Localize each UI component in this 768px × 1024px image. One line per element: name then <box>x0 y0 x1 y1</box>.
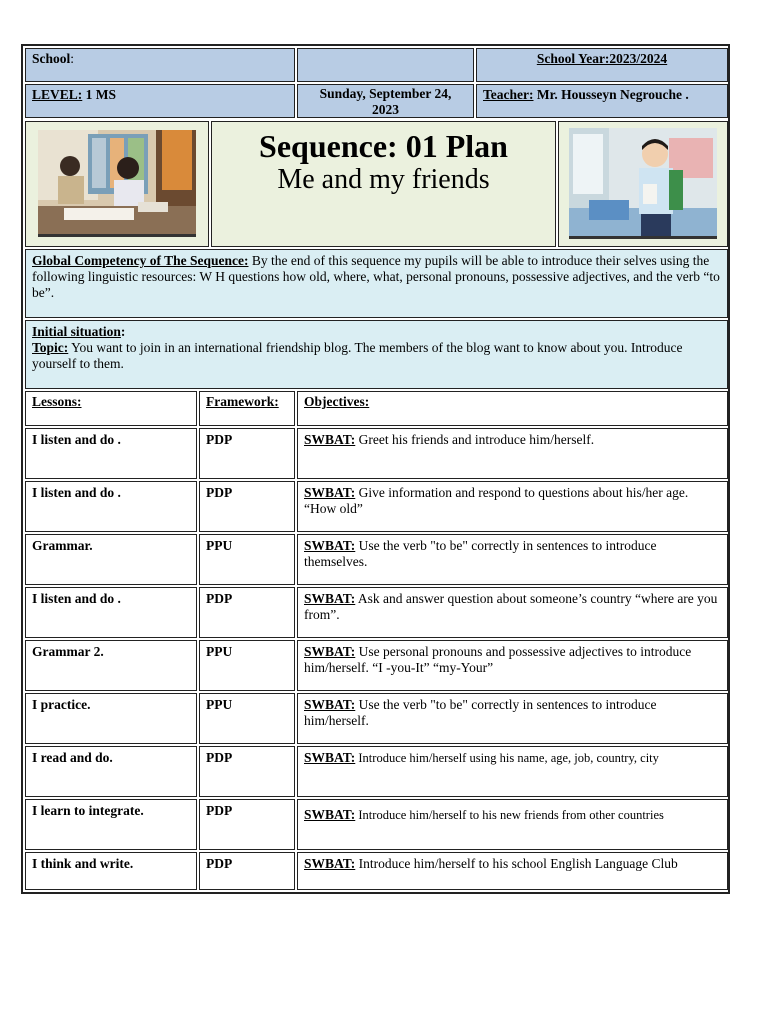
framework-cell <box>199 693 295 744</box>
objective-text: Use the verb "to be" correctly in sentences to introduce him/herself. <box>304 697 657 728</box>
framework-header <box>199 391 295 426</box>
date-cell <box>297 84 474 118</box>
lesson-name: I read and do. <box>32 750 113 765</box>
level-value: 1 MS <box>82 87 117 102</box>
objective-cell <box>297 746 728 797</box>
objective-text: Introduce him/herself to his school English Language Club <box>355 856 678 871</box>
objective-text: Use personal pronouns and possessive adjectives to introduce him/herself. “I -you-It” “my-Your” <box>304 644 692 675</box>
framework-cell <box>199 640 295 691</box>
sequence-title: Sequence: 01 Plan <box>259 128 508 164</box>
lesson-name: I think and write. <box>32 856 134 871</box>
objectives-header-label: Objectives: <box>304 394 370 409</box>
swbat-label: SWBAT: <box>304 538 356 553</box>
objective-text: Introduce him/herself using his name, age, job, country, city <box>355 751 659 765</box>
date-line-2: 2023 <box>372 102 399 117</box>
school-cell <box>25 48 295 82</box>
objective-cell <box>297 799 728 850</box>
banner-left-image-cell <box>25 121 209 247</box>
objective-text: Ask and answer question about someone’s country “where are you from”. <box>304 591 718 622</box>
lesson-cell <box>25 534 197 585</box>
objective-cell <box>297 428 728 479</box>
objective-cell <box>297 852 728 890</box>
objective-text: Greet his friends and introduce him/herself. <box>355 432 595 447</box>
teacher-value: Mr. Housseyn Negrouche . <box>533 87 689 102</box>
initial-situation-label: Initial situation <box>32 324 121 339</box>
lesson-cell <box>25 799 197 850</box>
framework-value: PPU <box>206 697 233 712</box>
banner-right-image-cell <box>558 121 728 247</box>
framework-cell <box>199 534 295 585</box>
objective-cell <box>297 640 728 691</box>
topic-text: You want to join in an international friendship blog. The members of the blog want to know about you. Introduce yourself to them. <box>32 340 683 371</box>
banner-title-cell <box>211 121 556 247</box>
framework-value: PPU <box>206 644 233 659</box>
lesson-name: Grammar 2. <box>32 644 104 659</box>
objective-text: Introduce him/herself to his new friends from other countries <box>355 808 664 822</box>
school-colon: : <box>70 51 75 66</box>
framework-value: PDP <box>206 591 233 606</box>
lesson-name: I practice. <box>32 697 91 712</box>
lesson-name: I listen and do . <box>32 591 121 606</box>
lesson-name: I listen and do . <box>32 485 121 500</box>
framework-cell <box>199 428 295 479</box>
swbat-label: SWBAT: <box>304 644 356 659</box>
initial-situation-colon: : <box>120 324 126 339</box>
teacher-cell <box>476 84 728 118</box>
framework-value: PDP <box>206 432 233 447</box>
objectives-header <box>297 391 728 426</box>
objective-cell <box>297 693 728 744</box>
lesson-plan-document <box>21 44 730 894</box>
lesson-cell <box>25 693 197 744</box>
topic-label: Topic: <box>32 340 69 355</box>
boy-with-backpack-illustration <box>569 128 717 239</box>
lessons-header-label: Lessons: <box>32 394 82 409</box>
lessons-header <box>25 391 197 426</box>
swbat-label: SWBAT: <box>304 485 356 500</box>
classroom-picture <box>38 130 196 234</box>
initial-situation-cell <box>25 320 728 389</box>
level-label: LEVEL: <box>32 87 83 102</box>
framework-header-label: Framework: <box>206 394 279 409</box>
framework-cell <box>199 587 295 638</box>
lesson-cell <box>25 481 197 532</box>
lesson-cell <box>25 852 197 890</box>
lesson-name: I listen and do . <box>32 432 121 447</box>
objective-text: Use the verb "to be" correctly in sentences to introduce themselves. <box>304 538 657 569</box>
lesson-cell <box>25 428 197 479</box>
objective-text: Give information and respond to questions about his/her age. “How old” <box>304 485 689 516</box>
teacher-label: Teacher: <box>483 87 534 102</box>
lesson-cell <box>25 746 197 797</box>
school-year-cell <box>476 48 728 82</box>
competency-text: By the end of this sequence my pupils will be able to introduce their selves using the following linguistic resources: W H questions how old, where, what, personal pronouns, possessive adjectives, and the verb “to be”. <box>32 253 720 300</box>
framework-value: PPU <box>206 538 233 553</box>
framework-value: PDP <box>206 750 233 765</box>
lesson-cell <box>25 587 197 638</box>
framework-value: PDP <box>206 485 233 500</box>
date-line-1: Sunday, September 24, <box>319 86 452 101</box>
lesson-name: I learn to integrate. <box>32 803 144 818</box>
schoolboy-picture <box>569 128 717 236</box>
sequence-subtitle: Me and my friends <box>277 164 490 195</box>
swbat-label: SWBAT: <box>304 807 356 822</box>
framework-cell <box>199 799 295 850</box>
competency-label: Global Competency of The Sequence: <box>32 253 249 268</box>
students-studying-illustration <box>38 130 196 237</box>
framework-value: PDP <box>206 856 233 871</box>
global-competency-cell <box>25 249 728 318</box>
framework-cell <box>199 852 295 890</box>
framework-cell <box>199 746 295 797</box>
framework-value: PDP <box>206 803 233 818</box>
school-year-label: School Year:2023/2024 <box>536 51 668 66</box>
swbat-label: SWBAT: <box>304 697 356 712</box>
framework-cell <box>199 481 295 532</box>
swbat-label: SWBAT: <box>304 856 356 871</box>
level-cell <box>25 84 295 118</box>
lesson-name: Grammar. <box>32 538 93 553</box>
swbat-label: SWBAT: <box>304 750 356 765</box>
empty-header-cell <box>297 48 474 82</box>
objective-cell <box>297 534 728 585</box>
swbat-label: SWBAT: <box>304 591 356 606</box>
swbat-label: SWBAT: <box>304 432 356 447</box>
objective-cell <box>297 587 728 638</box>
objective-cell <box>297 481 728 532</box>
school-label: School <box>32 51 71 66</box>
lesson-cell <box>25 640 197 691</box>
